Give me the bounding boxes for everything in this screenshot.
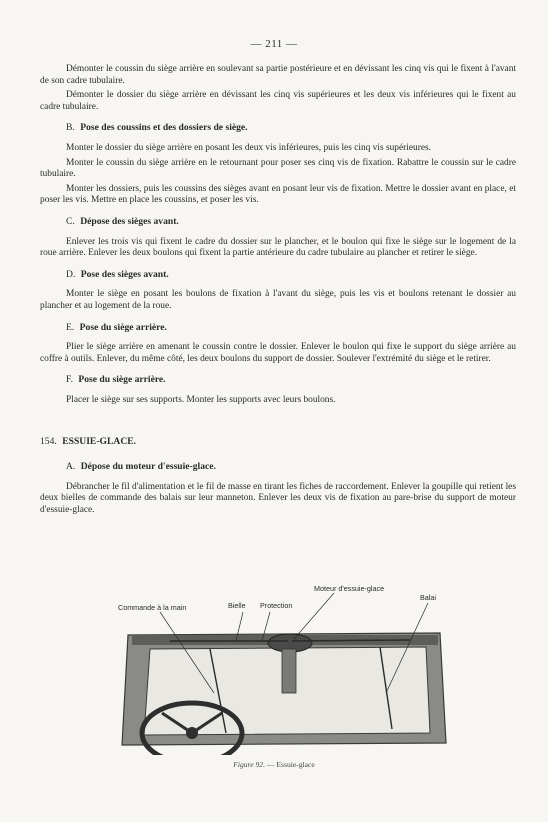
page-number: — 211 —	[250, 38, 298, 50]
label-balai: Balai	[420, 593, 436, 602]
heading-c-letter: C.	[66, 215, 75, 227]
caption-figure-number: Figure 92.	[233, 760, 265, 769]
heading-c-title: Dépose des sièges avant.	[80, 215, 179, 227]
section-154-title	[40, 436, 516, 448]
paragraph-remove-rear-cushion: Démonter le coussin du siège arrière en soulevant sa partie postérieure et en dévissant les cinq vis qui le fixent à l'avant de son cadre tubulaire.	[40, 64, 516, 86]
heading-a-title: Dépose du moteur d'essuie-glace.	[80, 461, 216, 473]
heading-e-title: Pose du siège arrière.	[79, 321, 167, 333]
heading-d-letter: D.	[66, 268, 76, 280]
heading-f-title: Pose du siège arrière.	[78, 374, 166, 386]
paragraph-d1: Monter le siège en posant les boulons de fixation à l'avant du siège, puis les vis et boulons retenant le dossier au plancher et au logement de la roue.	[40, 289, 516, 311]
heading-d	[66, 269, 516, 281]
caption-text: — Essuie-glace	[265, 760, 315, 769]
label-commande: Commande à la main	[118, 603, 187, 612]
wiper-figure	[110, 583, 455, 755]
heading-e-letter: E.	[66, 321, 75, 333]
body-text	[40, 64, 516, 519]
paragraph-f1: Placer le siège sur ses supports. Monter les supports avec leurs boulons.	[66, 394, 336, 405]
heading-f-letter: F.	[66, 374, 73, 386]
heading-b-title: Pose des coussins et des dossiers de siège.	[80, 122, 248, 134]
label-protection: Protection	[260, 601, 293, 610]
heading-f	[66, 374, 516, 386]
heading-a-letter: A.	[66, 461, 76, 473]
paragraph-c1: Enlever les trois vis qui fixent le cadre du dossier sur le plancher, et le boulon qui fixe le siège sur le logement de la roue arrière. Enlever les deux boulons qui fixent la partie antérieure du cadre tubulaire au plancher et retirer le siège.	[40, 236, 516, 259]
paragraph-b3: Monter les dossiers, puis les coussins des sièges avant en posant leur vis de fixation. Mettre le dossier avant en place, et poser les vis. Mettre en place les coussins, et poser les vis.	[40, 183, 516, 206]
heading-d-title: Pose des sièges avant.	[80, 268, 169, 280]
paragraph-b2: Monter le coussin du siège arrière en le retournant pour poser ses cinq vis de fixation. Rabattre le coussin sur le cadre tubulaire.	[40, 157, 516, 180]
label-bielle: Bielle	[228, 601, 246, 610]
paragraph-e1: Plier le siège arrière en amenant le coussin contre le dossier. Enlever le boulon qui fixe le support du siège arrière au coffre à outils. Enlever, du même côté, les deux boulons du support de dossier. Soulever l'extrémité du siège et le retirer.	[40, 342, 516, 364]
heading-b	[66, 122, 516, 134]
paragraph-b1: Monter le dossier du siège arrière en posant les deux vis inférieures, puis les cinq vis supérieures.	[66, 142, 432, 153]
heading-a	[66, 461, 516, 473]
section-154-name: ESSUIE-GLACE.	[62, 436, 137, 448]
section-154-number: 154.	[40, 436, 57, 448]
paragraph-remove-rear-backrest: Démonter le dossier du siège arrière en dévissant les cinq vis supérieures et les deux vis inférieures qui le fixent au cadre tubulaire.	[40, 90, 516, 112]
heading-e	[66, 322, 516, 334]
heading-b-letter: B.	[66, 122, 75, 134]
heading-c	[66, 216, 516, 228]
figure-caption	[0, 760, 548, 769]
label-moteur: Moteur d'essuie-glace	[314, 584, 385, 593]
paragraph-a1: Débrancher le fil d'alimentation et le fil de masse en tirant les fiches de raccordement. Enlever la goupille qui retient les deux bielles de commande des balais sur leur manneton. Enlever les deux vis de fixation au pare-brise du support de moteur d'essuie-glace.	[40, 481, 516, 515]
